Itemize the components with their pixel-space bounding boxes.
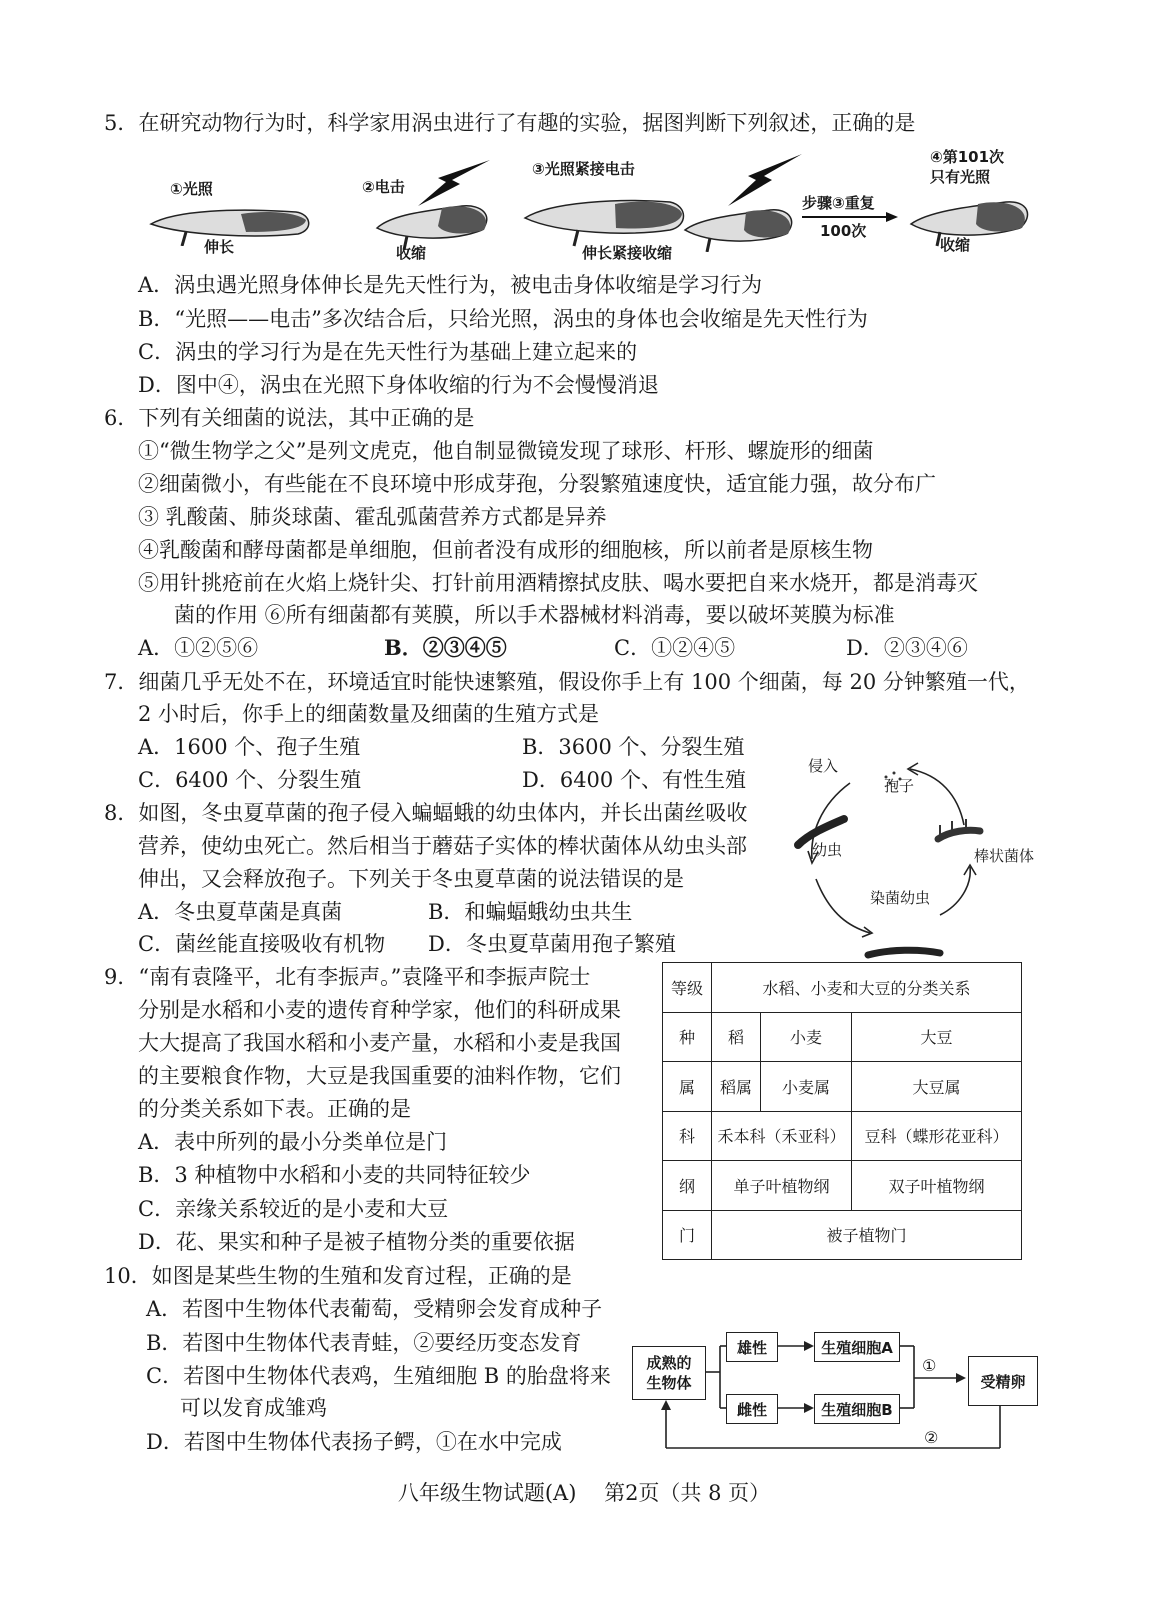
- rank-species: 种: [663, 1012, 712, 1062]
- q8-stem-3: 伸出，又会释放孢子。下列关于冬虫夏草菌的说法错误的是: [138, 867, 684, 891]
- flatworm-light-image: [520, 188, 690, 248]
- repeat-count: 100次: [820, 222, 867, 240]
- q7-option-b: B．3600 个、分裂生殖: [522, 735, 745, 759]
- step1-result: 伸长: [204, 238, 235, 256]
- q8-option-c: C．菌丝能直接吸收有机物: [138, 932, 386, 956]
- cordyceps-life-cycle-figure: [790, 755, 1050, 965]
- gamete-b-box: 生殖细胞B: [814, 1394, 900, 1424]
- q9-stem-2: 分别是水稻和小麦的遗传育种学家，他们的科研成果: [138, 998, 621, 1022]
- lightning-icon: [720, 152, 804, 208]
- q5-option-b: B．“光照——电击”多次结合后，只给光照，涡虫的身体也会收缩是先天性行为: [138, 307, 868, 331]
- table-row: [663, 1210, 1022, 1260]
- q10-stem: 10．如图是某些生物的生殖和发育过程，正确的是: [104, 1264, 572, 1288]
- q10-option-d: D．若图中生物体代表扬子鳄，①在水中完成: [146, 1430, 562, 1454]
- male-box: 雄性: [726, 1332, 778, 1362]
- q6-item-5: ⑤用针挑疮前在火焰上烧针尖、打针前用酒精擦拭皮肤、喝水要把自来水烧开，都是消毒灭: [138, 571, 978, 595]
- q6-item-4: ④乳酸菌和酵母菌都是单细胞，但前者没有成形的细胞核，所以前者是原核生物: [138, 538, 873, 562]
- table-row: [663, 1062, 1022, 1112]
- table-row: [663, 1012, 1022, 1062]
- female-box: 雌性: [726, 1394, 778, 1424]
- q5-option-d: D．图中④，涡虫在光照下身体收缩的行为不会慢慢消退: [138, 373, 659, 397]
- lightning-icon: [412, 158, 492, 208]
- family-grass: 禾本科（禾亚科）: [712, 1111, 852, 1161]
- q9-stem-5: 的分类关系如下表。正确的是: [138, 1097, 411, 1121]
- q8-option-b: B．和蝙蝠蛾幼虫共生: [428, 900, 633, 924]
- q6-item-3: ③ 乳酸菌、肺炎球菌、霍乱弧菌营养方式都是异养: [138, 505, 607, 529]
- species-wheat: 小麦: [761, 1012, 852, 1062]
- header-title: 水稻、小麦和大豆的分类关系: [712, 963, 1022, 1013]
- q6-option-a: A．①②⑤⑥: [138, 636, 259, 660]
- q7-option-c: C．6400 个、分裂生殖: [138, 768, 362, 792]
- reproduction-flowchart: [630, 1320, 1050, 1460]
- step2-result: 收缩: [396, 244, 427, 262]
- table-row: [663, 963, 1022, 1013]
- rank-family: 科: [663, 1111, 712, 1161]
- q10-option-b: B．若图中生物体代表青蛙，②要经历变态发育: [146, 1331, 582, 1355]
- step-1-label: ①: [922, 1356, 937, 1375]
- q7-option-d: D．6400 个、有性生殖: [522, 768, 746, 792]
- q10-option-a: A．若图中生物体代表葡萄，受精卵会发育成种子: [146, 1297, 603, 1321]
- table-row: [663, 1161, 1022, 1211]
- q8-option-a: A．冬虫夏草菌是真菌: [138, 900, 343, 924]
- q10-option-c-cont: 可以发育成雏鸡: [180, 1396, 327, 1420]
- q9-stem-3: 大大提高了我国水稻和小麦产量，水稻和小麦是我国: [138, 1031, 621, 1055]
- flatworm-conditioned-image: [906, 188, 1036, 248]
- q7-stem-cont: 2 小时后，你手上的细菌数量及细菌的生殖方式是: [138, 702, 600, 726]
- q9-option-b: B．3 种植物中水稻和小麦的共同特征较少: [138, 1163, 531, 1187]
- organism-box: 成熟的生物体: [632, 1346, 706, 1400]
- classification-table: [662, 962, 1022, 1260]
- step4-label-line2: 只有光照: [930, 168, 991, 186]
- step4-result: 收缩: [940, 236, 971, 254]
- q5-option-c: C．涡虫的学习行为是在先天性行为基础上建立起来的: [138, 340, 638, 364]
- step4-label-line1: ④第101次: [930, 148, 1005, 166]
- q9-option-c: C．亲缘关系较近的是小麦和大豆: [138, 1197, 449, 1221]
- page-footer: 八年级生物试题(A) 第2页（共 8 页）: [397, 1481, 771, 1505]
- infected-larva-label: 染菌幼虫: [870, 889, 931, 907]
- class-monocot: 单子叶植物纲: [712, 1161, 852, 1211]
- q6-item-2: ②细菌微小，有些能在不良环境中形成芽孢，分裂繁殖速度快，适宜能力强，故分布广: [138, 472, 936, 496]
- q5-stem: 5．在研究动物行为时，科学家用涡虫进行了有趣的实验，据图判断下列叙述，正确的是: [104, 111, 916, 135]
- stick-body-label: 棒状菌体: [974, 847, 1035, 865]
- step-2-label: ②: [924, 1428, 939, 1447]
- q7-option-a: A．1600 个、孢子生殖: [138, 735, 361, 759]
- species-soybean: 大豆: [852, 1012, 1022, 1062]
- q6-stem: 6．下列有关细菌的说法，其中正确的是: [104, 406, 475, 430]
- q8-option-d: D．冬虫夏草菌用孢子繁殖: [428, 932, 676, 956]
- gamete-a-box: 生殖细胞A: [814, 1332, 900, 1362]
- q7-stem: 7．细菌几乎无处不在，环境适宜时能快速繁殖，假设你手上有 100 个细菌，每 20 分钟繁殖一代，: [104, 670, 1030, 694]
- q8-stem-2: 营养，使幼虫死亡。然后相当于蘑菇子实体的棒状菌体从幼虫头部: [138, 834, 747, 858]
- genus-soybean: 大豆属: [852, 1062, 1022, 1112]
- header-rank: 等级: [663, 963, 712, 1013]
- q9-option-a: A．表中所列的最小分类单位是门: [138, 1130, 448, 1154]
- step2-label: ②电击: [362, 178, 405, 196]
- q6-item-5-cont: 菌的作用 ⑥所有细菌都有荚膜，所以手术器械材料消毒，要以破坏荚膜为标准: [174, 603, 895, 627]
- genus-rice: 稻属: [712, 1062, 761, 1112]
- phylum-angiosperm: 被子植物门: [712, 1210, 1022, 1260]
- q6-option-b: B．②③④⑤: [384, 635, 507, 660]
- larva-label: 幼虫: [812, 841, 843, 859]
- q10-option-c: C．若图中生物体代表鸡，生殖细胞 B 的胎盘将来: [146, 1364, 611, 1388]
- q6-option-c: C．①②④⑤: [614, 636, 736, 660]
- q9-stem-1: 9．“南有袁隆平，北有李振声。”袁隆平和李振声院士: [104, 965, 591, 989]
- table-row: [663, 1111, 1022, 1161]
- q9-stem-4: 的主要粮食作物，大豆是我国重要的油料作物，它们: [138, 1064, 621, 1088]
- q6-option-d: D．②③④⑥: [846, 636, 968, 660]
- spore-label: 孢子: [884, 777, 915, 795]
- rank-phylum: 门: [663, 1210, 712, 1260]
- class-dicot: 双子叶植物纲: [852, 1161, 1022, 1211]
- genus-wheat: 小麦属: [761, 1062, 852, 1112]
- step3-label: ③光照紧接电击: [532, 160, 635, 178]
- zygote-box: 受精卵: [968, 1356, 1038, 1406]
- species-rice: 稻: [712, 1012, 761, 1062]
- invade-label: 侵入: [808, 757, 839, 775]
- q5-flatworm-figure: [140, 150, 1040, 270]
- q8-stem-1: 8．如图，冬虫夏草菌的孢子侵入蝙蝠蛾的幼虫体内，并长出菌丝吸收: [104, 801, 748, 825]
- step1-label: ①光照: [170, 180, 213, 198]
- q5-option-a: A．涡虫遇光照身体伸长是先天性行为，被电击身体收缩是学习行为: [138, 273, 763, 297]
- step3-result: 伸长紧接收缩: [582, 244, 673, 262]
- family-legume: 豆科（蝶形花亚科）: [852, 1111, 1022, 1161]
- rank-genus: 属: [663, 1062, 712, 1112]
- rank-class: 纲: [663, 1161, 712, 1211]
- repeat-label: 步骤③重复: [802, 194, 875, 212]
- q9-option-d: D．花、果实和种子是被子植物分类的重要依据: [138, 1230, 575, 1254]
- q6-item-1: ①“微生物学之父”是列文虎克，他自制显微镜发现了球形、杆形、螺旋形的细菌: [138, 439, 874, 463]
